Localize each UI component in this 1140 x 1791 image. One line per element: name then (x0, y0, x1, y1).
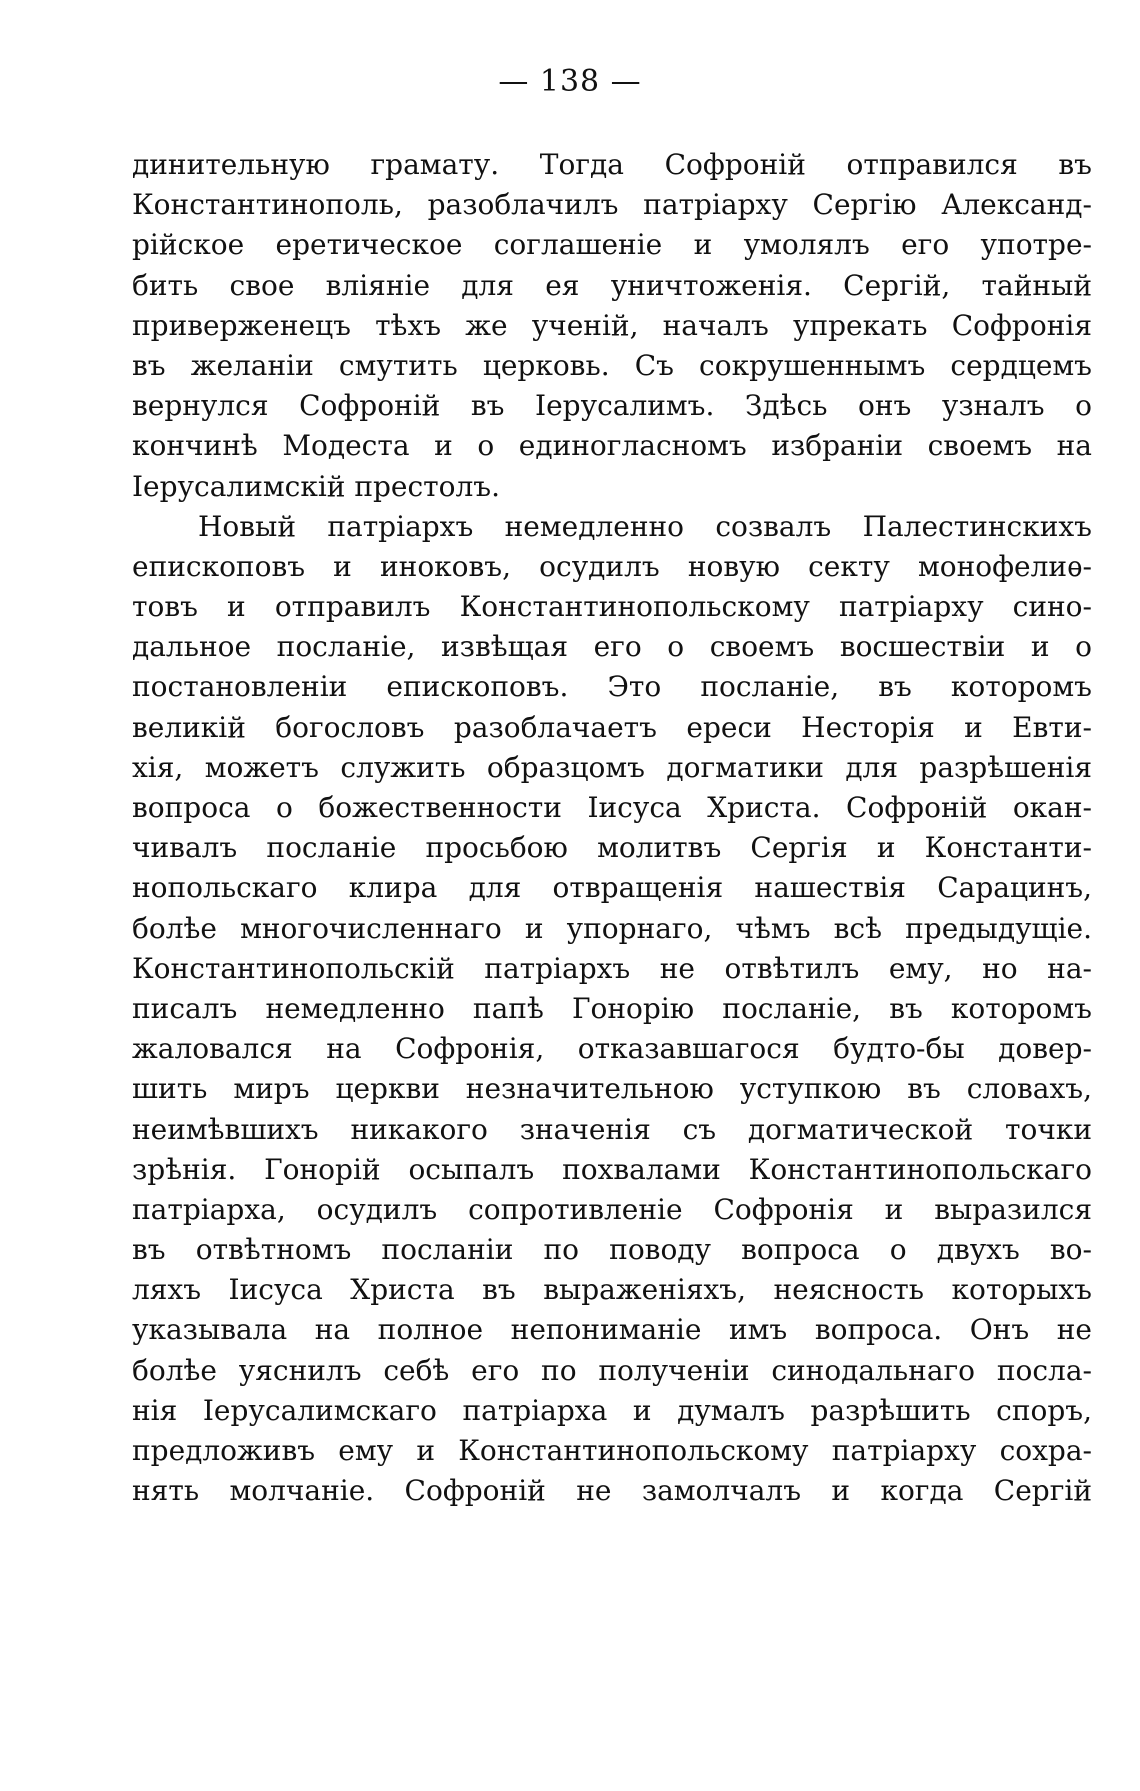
text-line-23: жаловался на Софронія, отказавшагося будто-бы довер- (132, 1032, 1092, 1066)
text-line-13: дальное посланіе, извѣщая его о своемъ восшествіи и о (132, 630, 1092, 664)
text-line-21: Константинопольскій патріархъ не отвѣтилъ ему, но на- (132, 951, 1092, 985)
text-line-30: указывала на полное непониманіе имъ вопроса. Онъ не (132, 1313, 1092, 1347)
text-line-26: зрѣнія. Гонорій осыпалъ похвалами Константинопольскаго (132, 1152, 1092, 1186)
page-number: — 138 — (498, 64, 642, 99)
text-line-15: великій богословъ разоблачаетъ ереси Несторія и Евти- (132, 710, 1092, 744)
text-line-27: патріарха, осудилъ сопротивленіе Софронія и выразился (132, 1192, 1092, 1226)
text-line-19: нопольскаго клира для отвращенія нашествія Сарацинъ, (132, 871, 1092, 905)
text-line-11: епископовъ и иноковъ, осудилъ новую секту монофелиѳ- (132, 549, 1092, 583)
text-line-5: приверженецъ тѣхъ же ученій, началъ упрекать Софронія (132, 308, 1092, 342)
text-line-9: Іерусалимскій престолъ. (132, 469, 501, 503)
text-line-24: шить миръ церкви незначительною уступкою въ словахъ, (132, 1072, 1092, 1106)
text-line-32: нія Іерусалимскаго патріарха и думалъ разрѣшить споръ, (132, 1393, 1092, 1427)
text-line-4: бить свое вліяніе для ея уничтоженія. Сергій, тайный (132, 268, 1092, 302)
paragraph-start-line: Новый патріархъ немедленно созвалъ Палестинскихъ (198, 509, 1092, 543)
text-line-22: писалъ немедленно папѣ Гонорію посланіе, въ которомъ (132, 991, 1092, 1025)
text-line-14: постановленіи епископовъ. Это посланіе, въ которомъ (132, 670, 1092, 704)
text-line-8: кончинѣ Модеста и о единогласномъ избраніи своемъ на (132, 429, 1092, 463)
text-line-18: чивалъ посланіе просьбою молитвъ Сергія и Константи- (132, 831, 1092, 865)
page-body-text (132, 145, 1092, 1511)
text-line-7: вернулся Софроній въ Іерусалимъ. Здѣсь онъ узналъ о (132, 389, 1092, 423)
text-line-16: хія, можетъ служить образцомъ догматики для разрѣшенія (132, 750, 1092, 784)
text-line-31: болѣе уяснилъ себѣ его по полученіи синодальнаго посла- (132, 1353, 1092, 1387)
text-line-33: предложивъ ему и Константинопольскому патріарху сохра- (132, 1434, 1092, 1467)
text-line-1: динительную грамату. Тогда Софроній отправился въ (132, 148, 1092, 181)
text-line-3: рійское еретическое соглашеніе и умолялъ его употре- (132, 228, 1092, 262)
text-line-29: ляхъ Іисуса Христа въ выраженіяхъ, неясность которыхъ (132, 1273, 1092, 1307)
text-line-2: Константинополь, разоблачилъ патріарху Сергію Александ- (132, 188, 1092, 222)
text-line-28: въ отвѣтномъ посланіи по поводу вопроса о двухъ во- (132, 1233, 1092, 1267)
text-line-34: нять молчаніе. Софроній не замолчалъ и когда Сергій (132, 1474, 1092, 1508)
text-line-12: товъ и отправилъ Константинопольскому патріарху сино- (132, 590, 1092, 624)
text-line-25: неимѣвшихъ никакого значенія съ догматической точки (132, 1112, 1092, 1146)
text-line-6: въ желаніи смутить церковь. Съ сокрушеннымъ сердцемъ (132, 348, 1092, 382)
text-line-20: болѣе многочисленнаго и упорнаго, чѣмъ всѣ предыдущіе. (132, 911, 1092, 945)
text-line-17: вопроса о божественности Іисуса Христа. Софроній окан- (132, 791, 1092, 824)
